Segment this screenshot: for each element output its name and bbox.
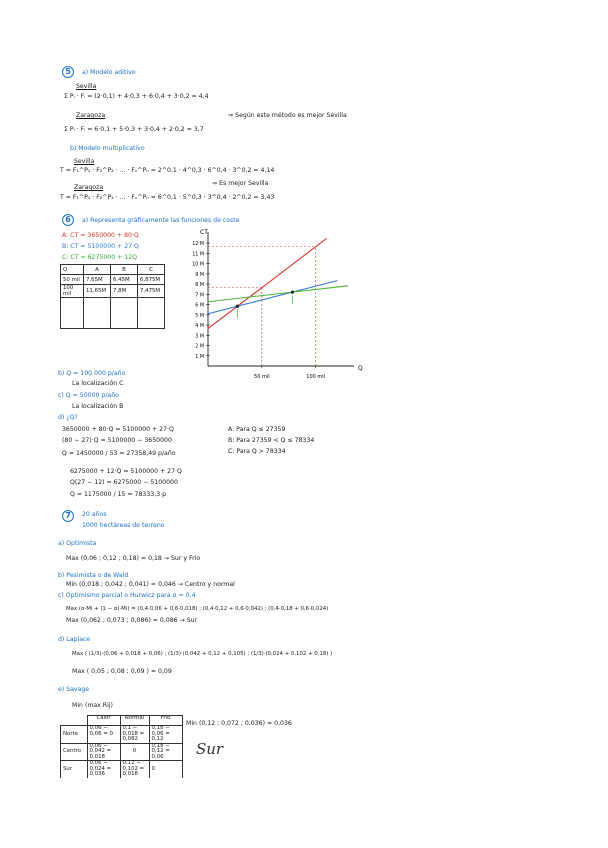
s5-zaragoza-label: Zaragoza xyxy=(76,112,106,119)
s6-d-line4: 6275000 + 12·Q = 5100000 + 27·Q xyxy=(70,468,182,475)
y-tick-label: 3 M xyxy=(195,334,204,340)
y-tick-label: 6 M xyxy=(195,303,204,309)
table-header-row xyxy=(61,265,165,275)
table-row xyxy=(61,275,165,285)
table-cell: Centro xyxy=(61,743,88,761)
table-cell: 7,475M xyxy=(138,285,165,298)
s5-sevilla2-label: Sevilla xyxy=(74,158,95,165)
table-row xyxy=(61,761,183,778)
table-cell: Sur xyxy=(61,761,88,778)
y-tick-label: 5 M xyxy=(195,313,204,319)
x-axis-title: Q xyxy=(358,365,363,372)
table-header-cell: B xyxy=(111,265,138,275)
table-cell: 0,18 − 0,06 = 0,12 xyxy=(149,726,182,744)
s6-c-line2: La localización B xyxy=(72,403,124,410)
series-b-line xyxy=(208,281,337,314)
table-cell xyxy=(138,298,165,329)
s6-d-title: d) ¿Q? xyxy=(58,414,78,421)
s7-d-line1: Max ( (1/3)·(0,06 + 0,018 + 0,06) ; (1/3)·(0,042 + 0,12 + 0,105) ; (1/3)·(0,024 + 0,102 + 0,18) ) xyxy=(72,651,333,657)
y-tick-label: 7 M xyxy=(195,293,204,299)
s5-sevilla-formula: Σ Pᵢ · Fᵢ = (2·0,1) + 4·0,3 + 6·0,4 + 3·0,2 = 4,4 xyxy=(64,93,209,100)
s6-result-b: B: Para 27359 < Q ≤ 78334 xyxy=(228,437,315,444)
table-cell: 50 mil xyxy=(61,275,84,285)
s5-zaragoza2-formula: T = F₁^P₁ · F₂^P₂ · ... · Fₙ^Pₙ = 6^0,1 · 5^0,3 · 3^0,4 · 2^0,2 = 3,43 xyxy=(60,194,275,201)
y-tick-label: 10 M xyxy=(192,262,204,268)
table-cell: 6,875M xyxy=(138,275,165,285)
table-cell: 0 xyxy=(149,761,182,778)
s6-d-line3: Q = 1450000 / 53 = 27358,49 p/año xyxy=(62,450,176,457)
s6-d-line2: (80 − 27)·Q = 5100000 − 3650000 xyxy=(62,437,172,444)
y-tick-label: 2 M xyxy=(195,344,204,350)
table-cell: 0,06 − 0,042 = 0,018 xyxy=(87,743,120,761)
table-cell: 0,1 − 0,018 = 0,082 xyxy=(120,726,149,744)
table-row xyxy=(61,298,165,329)
y-axis-title: CT xyxy=(200,229,208,236)
y-tick-label: 11 M xyxy=(192,252,204,258)
s5-b-title: b) Modelo multiplicativo xyxy=(70,145,145,152)
s7-line1: 20 años xyxy=(82,511,107,518)
s7-d-title: d) Laplace xyxy=(58,636,91,643)
s5-a-title: a) Modelo aditivo xyxy=(82,69,136,76)
table-header-cell xyxy=(61,716,88,726)
s5-sevilla2-formula: T = F₁^P₁ · F₂^P₂ · ... · Fₙ^Pₙ = 2^0,1 · 4^0,3 · 6^0,4 · 3^0,2 = 4,14 xyxy=(60,167,275,174)
section-7-number: 7 xyxy=(62,510,74,522)
table-cell xyxy=(84,298,111,329)
s7-b-title: b) Pesimista o de Wald xyxy=(58,572,129,579)
table-row xyxy=(61,285,165,298)
s5-conclusion-a: ⇒ Según este método es mejor Sevilla xyxy=(228,112,347,119)
table-cell: 6,45M xyxy=(111,275,138,285)
table-cell: 100 mil xyxy=(61,285,84,298)
s6-func-b: B: CT = 5100000 + 27·Q xyxy=(62,243,139,250)
s6-d-line6: Q = 1175000 / 15 = 78333,3 p xyxy=(70,491,167,498)
s7-c-title: c) Optimismo parcial o Hurwicz para α = 0,4 xyxy=(58,592,196,599)
s6-b-line1: b) Q = 100 000 p/año xyxy=(58,370,126,377)
section-6-number: 6 xyxy=(62,214,74,226)
s6-c-line1: c) Q = 50000 p/año xyxy=(58,392,119,399)
s5-zaragoza2-label: Zaragoza xyxy=(74,184,104,191)
s6-func-a: A: CT = 3650000 + 80·Q xyxy=(62,232,139,239)
s5-conclusion-b: ⇒ Es mejor Sevilla xyxy=(212,180,269,187)
table-cell xyxy=(111,298,138,329)
savage-table xyxy=(60,715,183,778)
table-header-row xyxy=(61,716,183,726)
section-5-number: 5 xyxy=(62,66,74,78)
intersection-point xyxy=(236,305,239,308)
s6-a-title: a) Representa gráficamente las funciones de coste xyxy=(82,217,240,224)
s7-e-title: e) Savage xyxy=(58,686,90,693)
table-row xyxy=(61,743,183,761)
table-cell: 11,65M xyxy=(84,285,111,298)
s7-line2: 1000 hectáreas de terreno xyxy=(82,522,165,529)
series-a-line xyxy=(208,239,326,329)
table-cell: 0,06 − 0,06 = 0 xyxy=(87,726,120,744)
s7-e-answer: Sur xyxy=(196,740,224,758)
x-tick-label: 100 mil xyxy=(306,374,326,380)
intersection-point xyxy=(291,291,294,294)
table-cell: Norte xyxy=(61,726,88,744)
table-header-cell: Q xyxy=(61,265,84,275)
s5-sevilla-label: Sevilla xyxy=(76,83,97,90)
y-tick-label: 8 M xyxy=(195,283,204,289)
s6-cost-table xyxy=(60,264,165,329)
s7-d-line2: Max ( 0,05 ; 0,08 ; 0,09 ) = 0,09 xyxy=(72,668,172,675)
s6-func-c: C: CT = 6275000 + 12Q xyxy=(62,254,138,261)
s6-b-line2: La localización C xyxy=(72,380,124,387)
x-tick-label: 50 mil xyxy=(254,374,270,380)
s6-result-c: C: Para Q > 78334 xyxy=(228,448,286,455)
s6-result-a: A: Para Q ≤ 27359 xyxy=(228,426,286,433)
table-cell: 7,8M xyxy=(111,285,138,298)
y-tick-label: 9 M xyxy=(195,272,204,278)
table-header-cell: Frío xyxy=(149,716,182,726)
s7-c-line2: Max (0,062 ; 0,073 ; 0,086) = 0,086 → Sur xyxy=(66,617,198,624)
s7-c-line1: Max (α·Mi + (1 − α)·Mi) = (0,4·0,06 + 0,6·0,018) ; (0,4·0,12 + 0,6·0,042) ; (0,4·0,18 + 0,6·0,024) xyxy=(66,606,329,612)
s7-e-result: Min (0,12 ; 0,072 ; 0,036) = 0,036 xyxy=(186,720,292,727)
series-c-line xyxy=(208,286,348,302)
table-cell xyxy=(61,298,84,329)
s5-zaragoza-formula: Σ Pᵢ · Fᵢ = 6·0,1 + 5·0,3 + 3·0,4 + 2·0,2 = 3,7 xyxy=(64,126,204,133)
y-tick-label: 1 M xyxy=(195,354,204,360)
table-row xyxy=(61,726,183,744)
s7-a-title: a) Optimista xyxy=(58,540,97,547)
table-cell: 0,06 − 0,024 = 0,036 xyxy=(87,761,120,778)
table-header-cell: A xyxy=(84,265,111,275)
table-cell: 0 xyxy=(120,743,149,761)
table-cell: 7,65M xyxy=(84,275,111,285)
table-header-cell: Normal xyxy=(120,716,149,726)
s6-d-line5: Q(27 − 12) = 6275000 − 5100000 xyxy=(70,479,178,486)
s7-a-formula: Max (0,06 ; 0,12 ; 0,18) = 0,18 → Sur y Frío xyxy=(66,555,201,562)
s7-b-formula: Min (0,018 ; 0,042 ; 0,041) = 0,046 → Centro y normal xyxy=(66,581,235,588)
cost-chart xyxy=(168,228,363,388)
y-tick-label: 12 M xyxy=(192,242,204,248)
y-tick-label: 4 M xyxy=(195,324,204,330)
table-cell: 0,18 − 0,12 = 0,06 xyxy=(149,743,182,761)
table-header-cell: C xyxy=(138,265,165,275)
s7-e-line1: Min (max Rij) xyxy=(72,702,113,709)
table-header-cell: Calor xyxy=(87,716,120,726)
s6-d-line1: 3650000 + 80·Q = 5100000 + 27·Q xyxy=(62,426,174,433)
table-cell: 0,12 − 0,102 = 0,018 xyxy=(120,761,149,778)
